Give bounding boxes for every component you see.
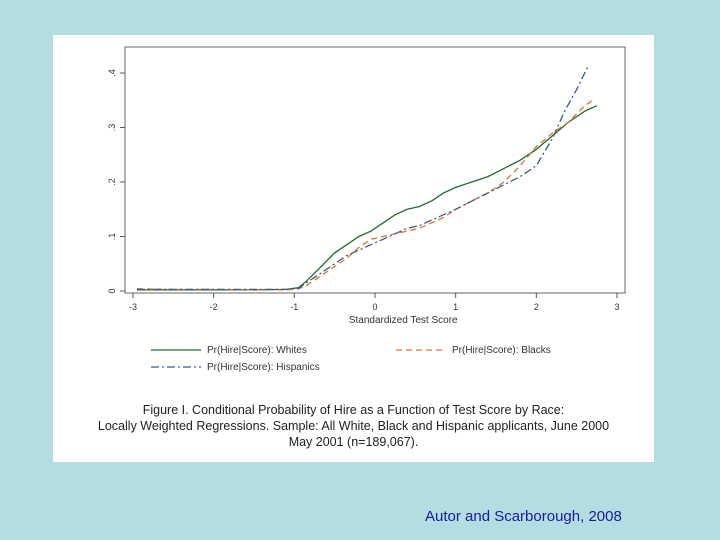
y-tick-label: 0 xyxy=(107,288,117,294)
x-tick-label: 3 xyxy=(614,302,620,312)
series-line xyxy=(137,65,589,290)
x-axis-title: Standardized Test Score xyxy=(348,315,458,326)
caption-line-3: May 2001 (n=189,067). xyxy=(288,435,419,449)
series-line xyxy=(137,106,597,290)
caption-line-2: Locally Weighted Regressions. Sample: All White, Black and Hispanic applicants, June 2000 xyxy=(97,419,610,433)
y-tick-label: .2 xyxy=(107,178,117,186)
y-tick-label: .4 xyxy=(107,69,117,77)
x-tick-label: 1 xyxy=(453,302,459,312)
series-line xyxy=(137,100,593,290)
x-tick-label: 2 xyxy=(533,302,539,312)
legend-label: Pr(Hire|Score): Whites xyxy=(207,345,307,356)
x-tick-label: -2 xyxy=(209,302,218,312)
legend-label: Pr(Hire|Score): Blacks xyxy=(452,345,551,356)
citation-text: Autor and Scarborough, 2008 xyxy=(425,508,622,525)
x-tick-label: -3 xyxy=(128,302,138,312)
plot-frame xyxy=(125,47,625,293)
figure-card xyxy=(53,35,654,462)
caption-line-1: Figure I. Conditional Probability of Hire as a Function of Test Score by Race: xyxy=(142,403,565,417)
y-tick-label: .1 xyxy=(107,232,117,241)
x-tick-label: -1 xyxy=(290,302,299,312)
chart xyxy=(53,35,654,400)
x-tick-label: 0 xyxy=(372,302,378,312)
legend-label: Pr(Hire|Score): Hispanics xyxy=(207,362,320,373)
y-tick-label: .3 xyxy=(107,123,117,132)
figure-caption xyxy=(53,402,654,450)
